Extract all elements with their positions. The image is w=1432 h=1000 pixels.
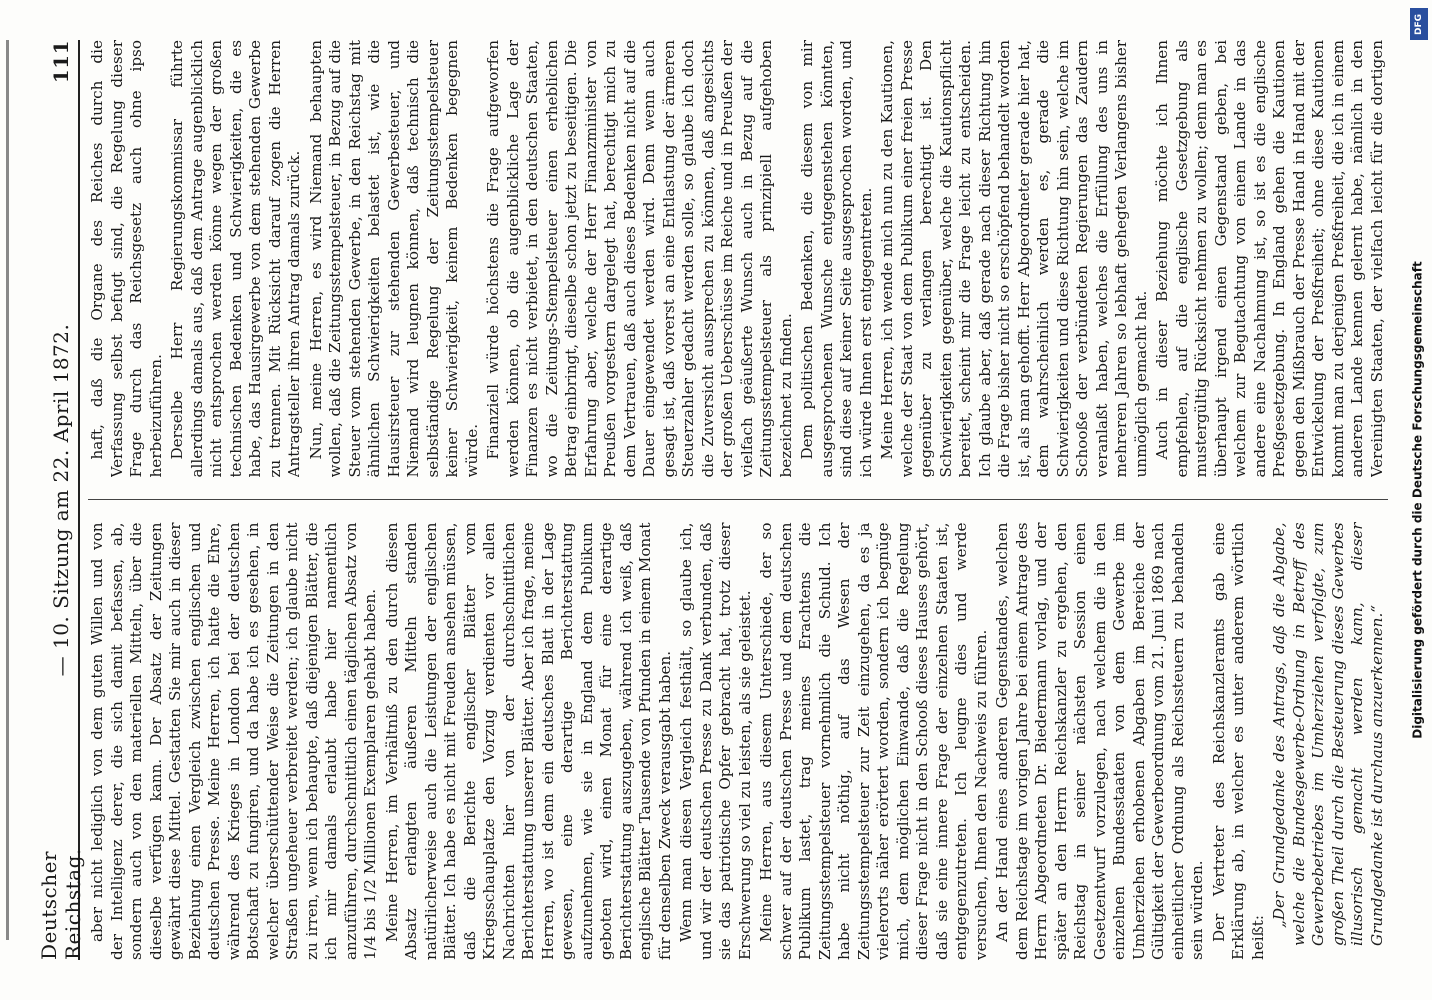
paragraph: aber nicht lediglich von dem guten Willen und von der Intelligenz derer, die sich damit befassen, ab, sondern auch von den materiellen Mitteln, über die dieselbe verfügen kann. Der Absatz der Zeitungen gewährt diese Mittel. Gestatten Sie mir auch in dieser Beziehung einen Vergleich zwischen englischen und deutschen Presse. Meine Herren, ich hatte die Ehre, während des Krieges in London bei der deutschen Botschaft zu fungiren, und da habe ich es gesehen, in welcher überschüttender Weise die Zeitungen in den Straßen ungeheuer verbreitet werden; ich glaube nicht zu irren, wenn ich behaupte, daß diejenigen Blätter, die ich mir damals erlaubt habe hier namentlich anzuführen, durchschnittlich einen täglichen Absatz von 1/4 bis 1/2 Millionen Exemplaren gehabt haben. xyxy=(88,522,379,960)
right-column xyxy=(88,40,1388,478)
paragraph: haft, daß die Organe des Reiches durch die Verfassung selbst befugt sind, die Regelung dieser Frage durch das Reichsgesetz auch ohne ipso herbeizuführen. xyxy=(88,40,165,478)
paragraph: Derselbe Herr Regierungskommissar führte allerdings damals aus, daß dem Antrage augenblicklich nicht entsprochen werden könne wegen der großen technischen Bedenken und Schwierigkeiten, die es habe, das Hausirgewerbe von dem stehenden Gewerbe zu trennen. Mit Rücksicht darauf zogen die Herren Antragsteller ihren Antrag damals zurück. xyxy=(168,40,303,478)
paragraph: Nun, meine Herren, es wird Niemand behaupten wollen, daß die Zeitungsstempelsteuer, in Bezug auf die Steuer vom stehenden Gewerbe, in den Reichstag mit ähnlichen Schwierigkeiten belastet ist, wie die Hausirsteuer zur stehenden Gewerbesteuer, und Niemand wird leugnen können, daß technisch die selbständige Regelung der Zeitungsstempelsteuer keiner Schwierigkeit, keinem Bedenken begegnen würde. xyxy=(306,40,481,478)
dfg-watermark-text: Digitalisierung gefördert durch die Deutsche Forschungsgemeinschaft xyxy=(1411,261,1426,739)
paragraph: Meine Herren, aus diesem Unterschiede, der so schwer auf der deutschen Presse und dem deutschen Publikum lastet, trag meines Erachtens die Zeitungsstempelsteuer vornehmlich die Schuld. Ich habe nicht nöthig, auf das Wesen der Zeitungsstempelsteuer zur Zeit einzugehen, da es ja vielerorts näher erörtert worden, sondern ich begnüge mich, dem möglichen Einwande, daß die Regelung dieser Frage nicht in den Schooß dieses Hauses gehört, daß sie eine innere Frage der einzelnen Staaten ist, entgegenzutreten. Ich leugne dies und werde versuchen, Ihnen den Nachweis zu führen. xyxy=(757,522,990,960)
paragraph: Wenn man diesen Vergleich festhält, so glaube ich, und wir der deutschen Presse zu Dank verbunden, daß sie das patriotische Opfer gebracht hat, trotz dieser Erschwerung so viel zu leisten, als sie geleistet. xyxy=(677,522,754,960)
dfg-logo: DFG xyxy=(1410,8,1428,40)
paragraph: Meine Herren, ich wende mich nun zu den Kautionen, welche der Staat von dem Publikum einer freien Presse gegenüber zu verlangen berechtigt ist. Den Schwierigkeiten gegenüber, welche die Kautionspflicht bereitet, scheint mir die Frage leicht zu entscheiden. Ich glaube aber, daß gerade nach dieser Richtung hin die Frage bisher nicht so erschöpfend behandelt worden ist, als man gehofft. Herr Abgeordneter gerade hier hat, dem wahrscheinlich werden es, gerade die Schwierigkeiten und diese Richtung hin sein, welche im Schooße der verbündeten Regierungen das Zaudern veranlaßt haben, welches die Erfüllung des uns in mehreren Jahren so lebhaft gehegten Verlangens bisher unmöglich gemacht hat. xyxy=(878,40,1150,478)
paragraph: Finanziell würde höchstens die Frage aufgeworfen werden können, ob die augenblickliche Lage der Finanzen es nicht verbietet, in den deutschen Staaten, wo die Zeitungs-Stempelsteuer einen erheblichen Betrag einbringt, dieselbe schon jetzt zu beseitigen. Die Erfahrung aber, welche der Herr Finanzminister von Preußen vorgestern dargelegt hat, berechtigt mich zu dem Vertrauen, daß auch dieses Bedenken nicht auf die Dauer eingewendet werden wird. Denn wenn auch gesagt ist, daß vorerst an eine Entlastung der ärmeren Steuerzahler gedacht werden solle, so glaube ich doch die Zuversicht aussprechen zu können, daß angesichts der großen Ueberschüsse im Reiche und in Preußen der vielfach geäußerte Wunsch auch in Bezug auf die Zeitungsstempelsteuer als prinzipiell aufgehoben bezeichnet zu finden. xyxy=(484,40,795,478)
newspaper-page xyxy=(26,20,1406,980)
paragraph: Auch in dieser Beziehung möchte ich Ihnen empfehlen, auf die englische Gesetzgebung als mustergültig Rücksicht nehmen zu wollen; denn man es überhaupt irgend einen Gegenstand geben, bei welchem zur Begutachtung von einem Lande in das andere eine Nachahmung ist, so ist es die englische Preßgesetzgebung. In England gehen die Kautionen gegen den Mißbrauch der Presse Hand in Hand mit der Entwickelung der Preßfreiheit; ohne diese Kautionen kommt man zu derjenigen Preßfreiheit, die ich in einem anderen Lande kennen gelernt habe, nämlich in den Vereinigten Staaten, der vielfach leicht für die dortigen xyxy=(1153,40,1386,478)
left-column xyxy=(88,523,1388,961)
dfg-watermark xyxy=(1408,6,1428,994)
column-divider xyxy=(88,500,1388,501)
paragraph: Der Vertreter des Reichskanzleramts gab eine Erklärung ab, in welcher es unter anderem wörtlich heißt: xyxy=(1209,522,1267,960)
paragraph: Dem politischen Bedenken, die diesem von mir ausgesprochenen Wunsche entgegenstehen könnten, sind diese auf keiner Seite ausgesprochen worden, und ich würde Ihnen erst entgegentreten. xyxy=(798,40,875,478)
scan-edge xyxy=(6,40,9,940)
paragraph: An der Hand eines anderen Gegenstandes, welchen dem Reichstage im vorigen Jahre bei einem Antrage des Herrn Abgeordneten Dr. Biedermann vorlag, und der später an den Herrn Reichskanzler zu ergehen, den Reichstag in seiner nächsten Session einen Gesetzentwurf vorzulegen, nach welchem die in den einzelnen Bundesstaaten von dem Gewerbe im Umherziehen erhobenen Abgaben im Bereiche der Gültigkeit der Gewerbeordnung vom 21. Juni 1869 nach einheitlicher Ordnung als Reichssteuern zu behandeln sein würden. xyxy=(993,522,1206,960)
paragraph: „Der Grundgedanke des Antrags, daß die Abgabe, welche die Bundesgewerbe-Ordnung in Betreff des Gewerbebetriebes im Umherziehen verfolgte, zum großen Theil durch die Besteuerung dieses Gewerbes illusorisch gemacht werden kann, dieser Grundgedanke ist durchaus anzuerkennen.“ xyxy=(1270,522,1386,946)
header-session: — 10. Sitzung am 22. April 1872. xyxy=(49,323,73,677)
page-number: 111 xyxy=(49,40,73,84)
page-header xyxy=(37,40,85,960)
header-title: Deutscher Reichstag. xyxy=(37,848,85,960)
paragraph: Meine Herren, im Verhältniß zu den durch diesen Absatz erlangten äußeren Mitteln standen natürlicherweise auch die Leistungen der englischen Blätter. Ich habe es nicht mit Freuden ansehen müssen, daß die Berichte englischer Blätter vom Kriegsschauplatze den Vorzug verdienten vor allen Nachrichten hier von der durchschnittlichen Berichterstattung unserer Blätter. Aber ich frage, meine Herren, wo ist denn ein deutsches Blatt in der Lage gewesen, eine derartige Berichterstattung aufzunehmen, wie sie in England dem Publikum geboten wird, einen Monat für eine derartige Berichterstattung auszugeben, während ich weiß, daß englische Blätter Tausende von Pfunden in einem Monat für denselben Zweck verausgabt haben. xyxy=(382,522,674,960)
text-columns xyxy=(88,40,1388,960)
